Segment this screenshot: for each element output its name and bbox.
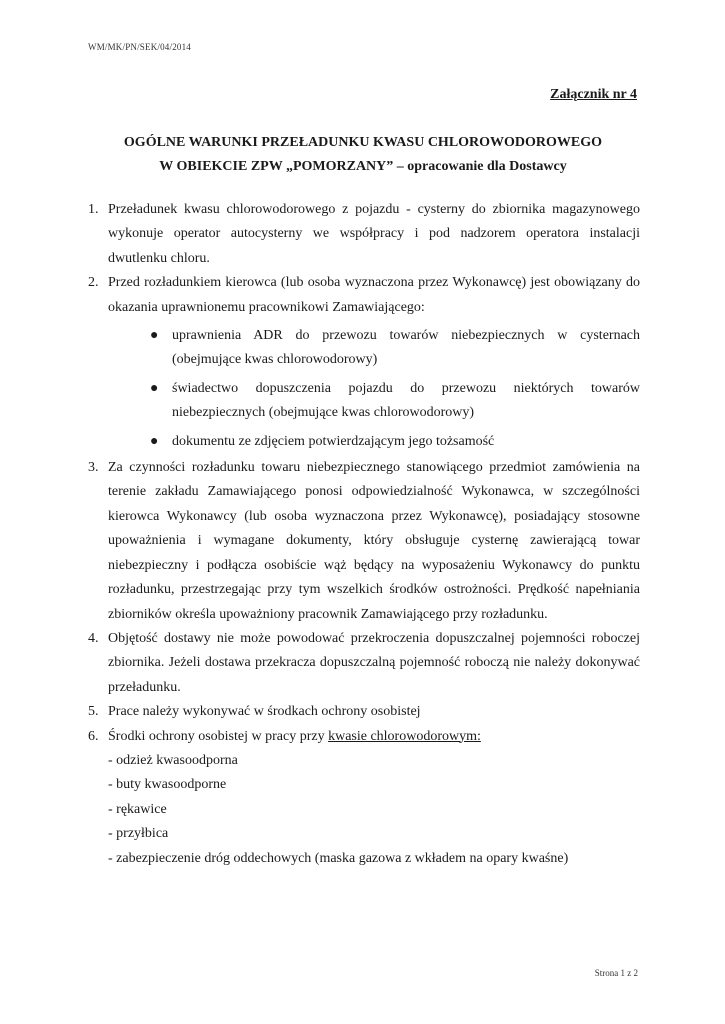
item-number: 5. [88,704,99,720]
item-line: Prace należy wykonywać w środkach ochrony osobistej [108,704,421,720]
bullet-item [108,377,640,426]
document-body [88,198,640,871]
item-lead-underlined: kwasie chlorowodorowym: [328,728,481,744]
list-item-1 [88,198,640,271]
list-item-2 [88,271,640,454]
protective-item: - zabezpieczenie dróg oddechowych (maska gazowa z wkładem na opary kwaśne) [108,850,569,866]
bullet-icon: ● [150,380,159,396]
item-number: 2. [88,275,99,291]
item-number: 6. [88,728,99,744]
protective-item: - buty kwasoodporne [108,777,227,793]
title-line-1: OGÓLNE WARUNKI PRZEŁADUNKU KWASU CHLOROWODOROWEGO [123,135,603,150]
bullet-icon: ● [150,328,159,344]
document-reference: WM/MK/PN/SEK/04/2014 [88,42,192,52]
item-line: terenie zakładu Zamawiającego ponosi odpowiedzialność Wykonawca, w szczególności [108,484,640,500]
item-line: okazania uprawnionemu pracownikowi Zamawiającego: [108,299,425,315]
item-line: rozładunku, przestrzegając przy tym wszelkich środków ostrożności. Prędkość napełniania [108,582,640,598]
title-line-2-text: W OBIEKCIE ZPW „POMORZANY” – opracowanie dla Dostawcy [159,159,567,174]
item-lead-text: Środki ochrony osobistej w pracy przy [108,728,329,744]
item-line: przeładunku. [108,679,181,695]
item-line: Przeładunek kwasu chlorowodorowego z pojazdu - cysterny do zbiornika magazynowego [108,202,640,217]
item-line: niebezpieczny i podłącza osobiście wąż będący na wyposażeniu Wykonawcy do punktu [108,557,640,573]
bullet-icon: ● [150,433,159,449]
bullet-item [108,430,640,454]
protective-item: - przyłbica [108,826,169,842]
bullet-text: świadectwo dopuszczenia pojazdu do przewozu niektórych towarów niebezpiecznych (obejmujące kwas chlorowodorowy) [172,380,640,421]
title-line-2 [88,155,638,179]
item-line: zbiorników określa upoważniony pracownik Zamawiającego przy rozładunku. [108,606,548,622]
list-item-4 [88,627,640,700]
list-item-6 [88,725,640,749]
item-line: Za czynności rozładunku towaru niebezpiecznego stanowiącego przedmiot zamówienia na [108,460,640,476]
item-line: kierowca Wykonawcy (lub osoba wyznaczona przez Wykonawcę), posiadający stosowne [108,508,640,524]
bullet-text: dokumentu ze zdjęciem potwierdzającym jego tożsamość [172,433,495,449]
item-line: wykonuje operator autocysterny we współpracy i pod nadzorem operatora instalacji [108,226,640,242]
item-line: upoważnienia i wymagane dokumenty, który obsługuje cysternę zawierającą towar [108,533,640,549]
item-number: 1. [88,202,99,217]
item-line: dwutlenku chloru. [108,250,210,266]
protective-item: - odzież kwasoodporna [108,752,238,768]
list-item-3 [88,456,640,627]
page-number: Strona 1 z 2 [594,968,638,978]
bullet-item [108,324,640,373]
item-number: 4. [88,630,99,646]
bullet-list [108,324,640,454]
item-line: Przed rozładunkiem kierowca (lub osoba wyznaczona przez Wykonawcę) jest obowiązany do [108,275,640,291]
list-item-5 [88,700,640,724]
item-line [108,725,640,749]
item-line: Objętość dostawy nie może powodować przekroczenia dopuszczalnej pojemności roboczej [108,630,640,646]
item-line: zbiornika. Jeżeli dostawa przekracza dopuszczalną pojemność roboczą nie należy dokonywać [108,655,640,671]
protective-item: - rękawice [108,801,167,817]
bullet-text: uprawnienia ADR do przewozu towarów niebezpiecznych w cysternach (obejmujące kwas chlorowodorowy) [172,328,640,368]
attachment-label: Załącznik nr 4 [550,87,637,102]
item-number: 3. [88,460,99,476]
